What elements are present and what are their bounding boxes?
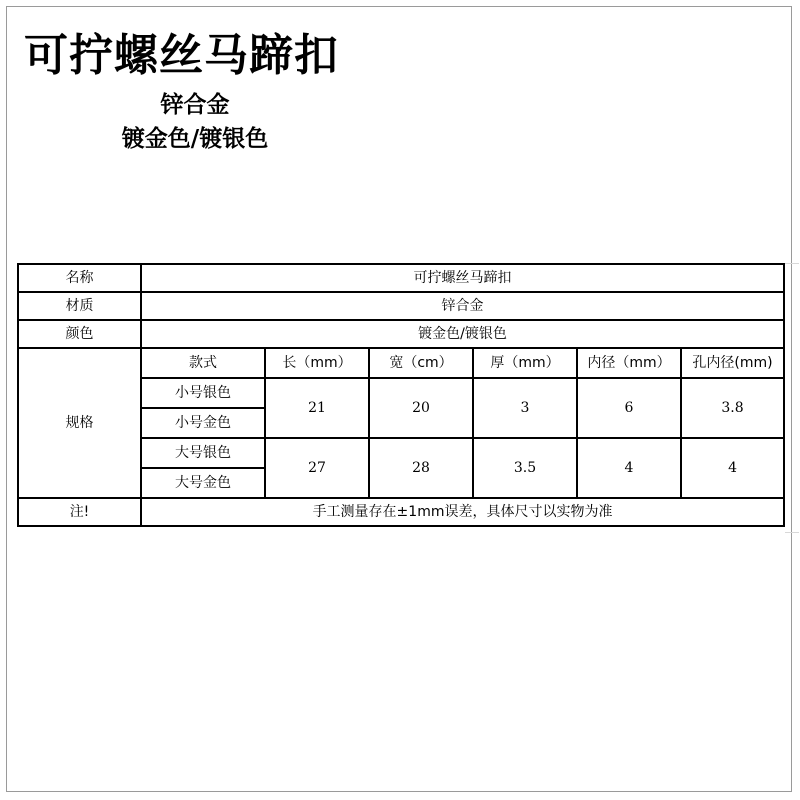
variant-small-silver: 小号银色 [141, 378, 265, 408]
color-value: 镀金色/镀银色 [141, 320, 784, 348]
variant-large-silver: 大号银色 [141, 438, 265, 468]
color-label: 颜色 [18, 320, 141, 348]
table-row-material [18, 292, 784, 320]
small-hole-diameter: 3.8 [681, 378, 784, 438]
large-inner-diameter: 4 [577, 438, 681, 498]
page-title: 可拧螺丝马蹄扣 [24, 30, 339, 81]
table-row-spec-header [18, 348, 784, 378]
color-subtitle: 镀金色/镀银色 [121, 125, 269, 152]
name-value: 可拧螺丝马蹄扣 [141, 264, 784, 292]
variant-large-gold: 大号金色 [141, 468, 265, 498]
material-value: 锌合金 [141, 292, 784, 320]
column-header-length: 长（mm） [265, 348, 369, 378]
column-header-width: 宽（cm） [369, 348, 473, 378]
spec-label: 规格 [18, 348, 141, 498]
large-hole-diameter: 4 [681, 438, 784, 498]
column-header-style: 款式 [141, 348, 265, 378]
large-width: 28 [369, 438, 473, 498]
variant-small-gold: 小号金色 [141, 408, 265, 438]
material-label: 材质 [18, 292, 141, 320]
table-row-name [18, 264, 784, 292]
column-header-inner-diameter: 内径（mm） [577, 348, 681, 378]
column-header-thickness: 厚（mm） [473, 348, 577, 378]
large-thickness: 3.5 [473, 438, 577, 498]
note-label: 注! [18, 498, 141, 526]
small-thickness: 3 [473, 378, 577, 438]
note-value: 手工测量存在±1mm误差，具体尺寸以实物为准 [141, 498, 784, 526]
small-inner-diameter: 6 [577, 378, 681, 438]
large-length: 27 [265, 438, 369, 498]
spec-table [17, 263, 785, 527]
column-header-hole-diameter: 孔内径(mm) [681, 348, 784, 378]
small-length: 21 [265, 378, 369, 438]
sheet-gridline [785, 263, 799, 533]
small-width: 20 [369, 378, 473, 438]
material-subtitle: 锌合金 [160, 91, 230, 118]
name-label: 名称 [18, 264, 141, 292]
table-row-color [18, 320, 784, 348]
table-row-note [18, 498, 784, 526]
